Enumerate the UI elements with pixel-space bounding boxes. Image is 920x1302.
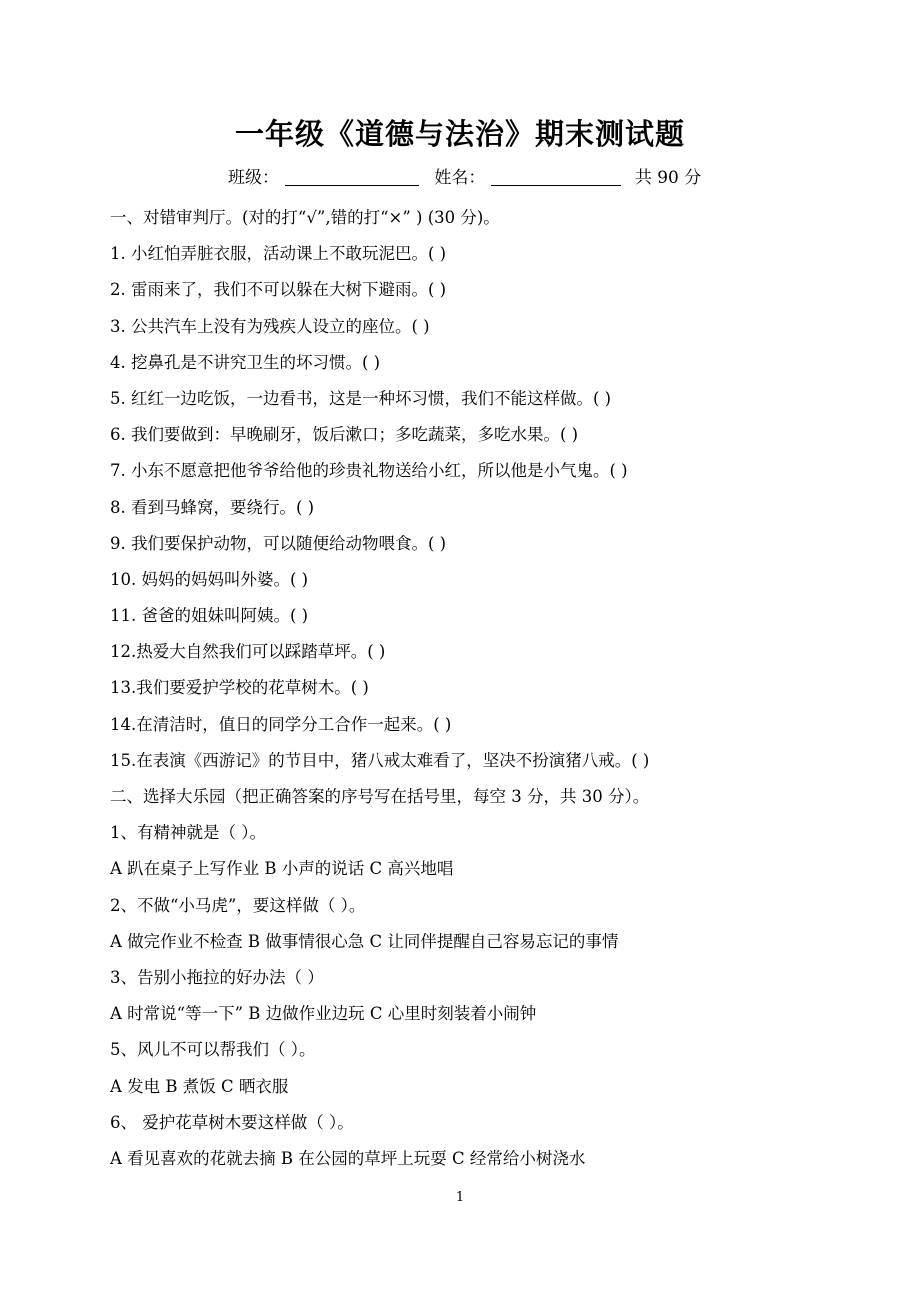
choice-options: A 做完作业不检查 B 做事情很心急 C 让同伴提醒自己容易忘记的事情 [110, 931, 619, 951]
name-label: 姓名： [434, 168, 486, 188]
question-line: 11. 爸爸的姐妹叫阿姨。( ) [110, 606, 309, 626]
question-line: 1. 小红怕弄脏衣服，活动课上不敢玩泥巴。( ) [110, 244, 447, 264]
question-line: 2. 雷雨来了，我们不可以躲在大树下避雨。( ) [110, 280, 447, 300]
choice-question: 2、不做“小马虎”，要这样做（ ）。 [110, 895, 366, 915]
question-list [110, 200, 890, 1177]
total-score: 共 90 分 [634, 168, 702, 188]
class-blank[interactable] [285, 167, 419, 186]
choice-options: A 趴在桌子上写作业 B 小声的说话 C 高兴地唱 [110, 859, 454, 879]
class-label: 班级： [228, 168, 279, 188]
section-two-heading: 二、选择大乐园（把正确答案的序号写在括号里，每空 3 分，共 30 分）。 [110, 787, 650, 806]
question-line: 8. 看到马蜂窝，要绕行。( ) [110, 497, 315, 517]
question-line: 4. 挖鼻孔是不讲究卫生的坏习惯。( ) [110, 352, 381, 372]
student-info-line [228, 163, 701, 188]
page-number: 1 [455, 1190, 465, 1205]
choice-options: A 时常说“等一下” B 边做作业边玩 C 心里时刻装着小闹钟 [110, 1004, 537, 1024]
question-line: 3. 公共汽车上没有为残疾人设立的座位。( ) [110, 316, 430, 336]
section-one-heading: 一、对错审判厅。(对的打“√”,错的打“×” ) (30 分)。 [110, 208, 500, 227]
choice-options: A 看见喜欢的花就去摘 B 在公园的草坪上玩耍 C 经常给小树浇水 [110, 1148, 586, 1168]
name-blank[interactable] [491, 167, 621, 186]
question-line: 5. 红红一边吃饭，一边看书，这是一种坏习惯，我们不能这样做。( ) [110, 388, 612, 408]
exam-title: 一年级《道德与法治》期末测试题 [234, 117, 685, 151]
question-line: 6. 我们要做到：早晚刷牙，饭后漱口；多吃蔬菜，多吃水果。( ) [110, 425, 579, 445]
choice-options: A 发电 B 煮饭 C 晒衣服 [110, 1076, 289, 1096]
question-line: 13.我们要爱护学校的花草树木。( ) [110, 678, 369, 698]
choice-question: 1、有精神就是（ ）。 [110, 823, 266, 843]
choice-question: 6、 爱护花草树木要这样做（ ）。 [110, 1112, 354, 1132]
question-line: 9. 我们要保护动物，可以随便给动物喂食。( ) [110, 533, 447, 553]
choice-question: 5、风儿不可以帮我们（ ）。 [110, 1040, 316, 1060]
question-line: 12.热爱大自然我们可以踩踏草坪。( ) [110, 642, 386, 662]
question-line: 14.在清洁时，值日的同学分工合作一起来。( ) [110, 714, 452, 734]
choice-question: 3、告别小拖拉的好办法（ ） [110, 967, 324, 987]
question-line: 7. 小东不愿意把他爷爷给他的珍贵礼物送给小红，所以他是小气鬼。( ) [110, 461, 628, 481]
question-line: 15.在表演《西游记》的节目中，猪八戒太难看了，坚决不扮演猪八戒。( ) [110, 750, 650, 770]
question-line: 10. 妈妈的妈妈叫外婆。( ) [110, 569, 309, 589]
